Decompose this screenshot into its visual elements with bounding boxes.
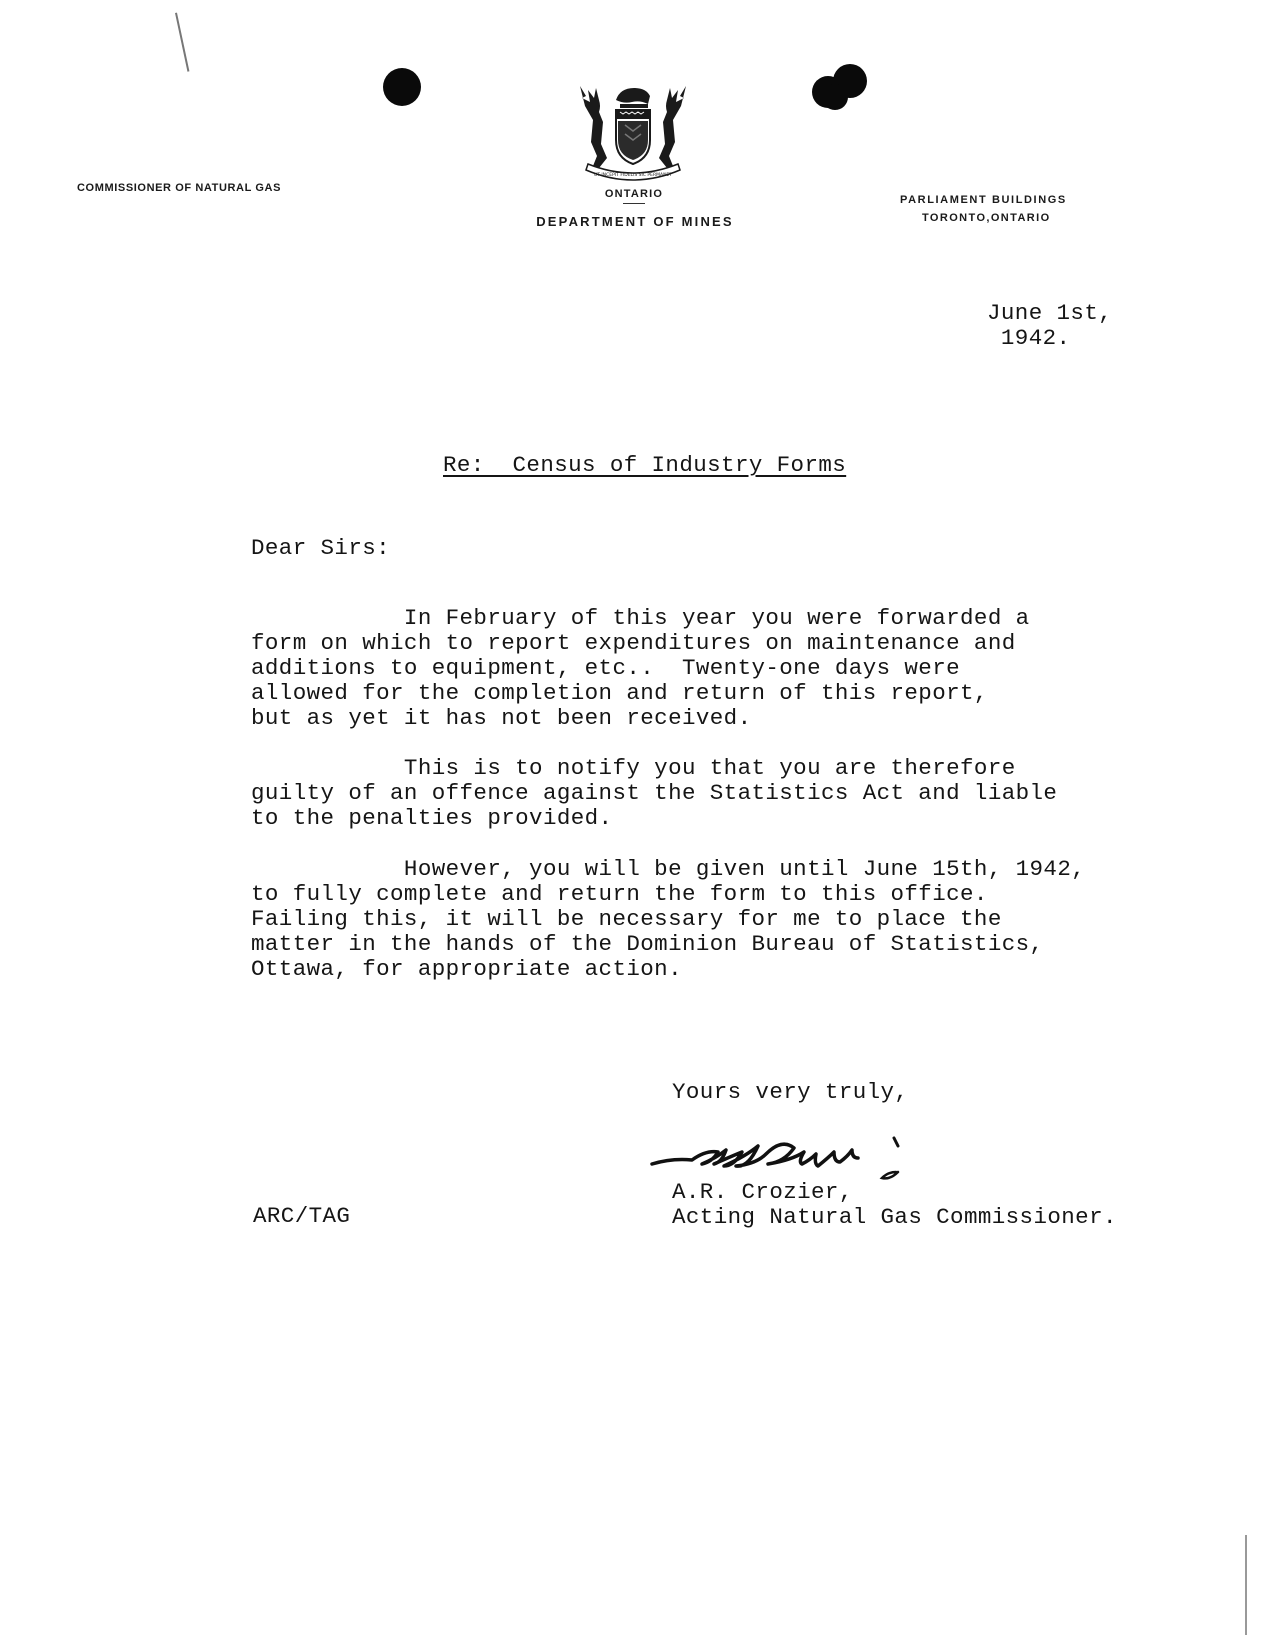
- body-line: additions to equipment, etc.. Twenty-one days were: [251, 655, 961, 681]
- body-line: However, you will be given until June 15th, 1942,: [251, 856, 1086, 882]
- reference-initials: ARC/TAG: [253, 1203, 351, 1229]
- signatory-block: [672, 1180, 1117, 1230]
- body-line: to the penalties provided.: [251, 805, 613, 831]
- letterhead-address-line2: TORONTO,ONTARIO: [922, 212, 1051, 224]
- letterhead-department: DEPARTMENT OF MINES: [536, 214, 734, 229]
- signatory-title: Acting Natural Gas Commissioner.: [672, 1204, 1117, 1230]
- body-line: to fully complete and return the form to this office.: [251, 881, 988, 907]
- date-line: 1942.: [987, 325, 1071, 351]
- subject-line: Re: Census of Industry Forms: [443, 452, 847, 478]
- letterhead-province: ONTARIO: [604, 188, 664, 200]
- body-line: guilty of an offence against the Statistics Act and liable: [251, 780, 1058, 806]
- complimentary-close: Yours very truly,: [672, 1079, 909, 1105]
- body-line: but as yet it has not been received.: [251, 705, 752, 731]
- handwritten-signature: [648, 1130, 988, 1182]
- scan-mark: [1245, 1535, 1247, 1635]
- body-line: form on which to report expenditures on maintenance and: [251, 630, 1016, 656]
- body-line: Failing this, it will be necessary for me to place the: [251, 906, 1002, 932]
- body-line: allowed for the completion and return of this report,: [251, 680, 988, 706]
- body-line: In February of this year you were forwarded a: [251, 605, 1030, 631]
- ontario-coat-of-arms-icon: [572, 78, 694, 184]
- date-line: June 1st,: [987, 300, 1113, 326]
- body-paragraph: [251, 756, 1057, 831]
- letterhead-address-line1: PARLIAMENT BUILDINGS: [900, 194, 1067, 206]
- divider: [623, 203, 645, 204]
- scan-mark: [175, 13, 189, 72]
- letterhead-office: COMMISSIONER OF NATURAL GAS: [77, 182, 282, 194]
- letter-date: [987, 301, 1112, 351]
- body-line: matter in the hands of the Dominion Bureau of Statistics,: [251, 931, 1044, 957]
- body-line: This is to notify you that you are therefore: [251, 755, 1016, 781]
- svg-text:UT INCEPIT FIDELIS SIC PERMANE: UT INCEPIT FIDELIS SIC PERMANET: [593, 173, 673, 178]
- body-line: Ottawa, for appropriate action.: [251, 956, 682, 982]
- punch-hole: [383, 68, 421, 106]
- punch-hole: [822, 84, 848, 110]
- salutation: Dear Sirs:: [251, 535, 391, 561]
- body-paragraph: [251, 857, 1085, 982]
- body-paragraph: [251, 606, 1030, 731]
- signatory-name: A.R. Crozier,: [672, 1179, 853, 1205]
